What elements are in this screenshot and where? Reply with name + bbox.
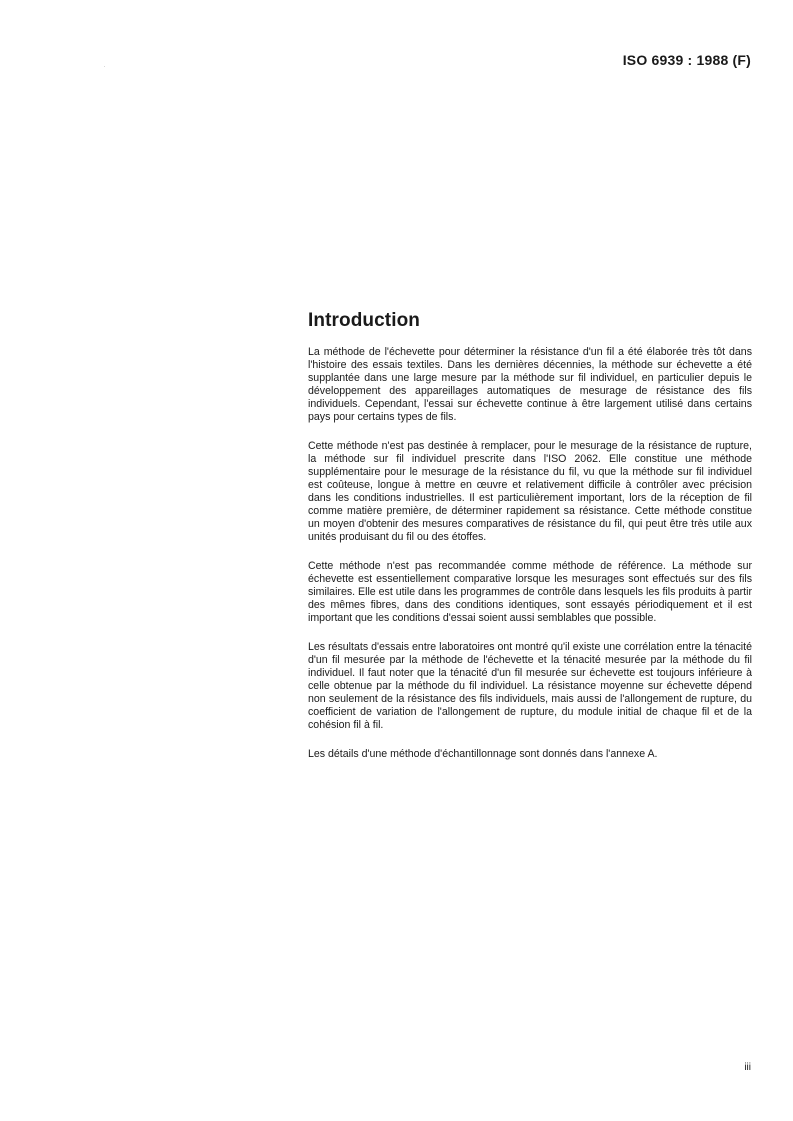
page-number: iii [744, 1062, 751, 1073]
paragraph-1: La méthode de l'échevette pour déterminer la résistance d'un fil a été élaborée très tôt dans l'histoire des essais textiles. Dans les dernières décennies, la méthode sur échevette a été supplantée dans une large mesure par la méthode sur fil individuel, en particulier depuis le développement des appareillages automatiques de mesurage de résistance des fils individuels. Cependant, l'essai sur échevette continue à être largement utilisé dans certains pays pour certains types de fils. [308, 346, 752, 423]
scan-mark [104, 66, 105, 67]
paragraph-5: Les détails d'une méthode d'échantillonnage sont donnés dans l'annexe A. [308, 748, 658, 760]
introduction-section [308, 310, 752, 777]
paragraph-3: Cette méthode n'est pas recommandée comme méthode de référence. La méthode sur échevette est essentiellement comparative lorsque les mesurages sont effectués sur des fils similaires. Elle est utile dans les programmes de contrôle dans lesquels les fils produits à partir des mêmes fibres, dans des conditions identiques, sont essayés périodiquement et il est important que les conditions d'essai soient aussi semblables que possible. [308, 560, 752, 624]
standard-reference: ISO 6939 : 1988 (F) [622, 52, 751, 68]
paragraph-4: Les résultats d'essais entre laboratoires ont montré qu'il existe une corrélation entre la ténacité d'un fil mesurée par la méthode de l'échevette et la ténacité mesurée par la méthode du fil individuel. Il faut noter que la ténacité d'un fil mesurée sur échevette est toujours inférieure à celle obtenue par la méthode du fil individuel. La résistance moyenne sur échevette dépend non seulement de la résistance des fils individuels, mais aussi de l'allongement de rupture, du coefficient de variation de l'allongement de rupture, du module initial de chaque fil et de la cohésion fil à fil. [308, 641, 752, 731]
paragraph-2: Cette méthode n'est pas destinée à remplacer, pour le mesurage de la résistance de rupture, la méthode sur fil individuel prescrite dans l'ISO 2062. Elle constitue une méthode supplémentaire pour le mesurage de la résistance du fil, vu que la méthode sur fil individuel est coûteuse, longue à mettre en œuvre et relativement difficile à contrôler avec précision dans les conditions industrielles. Il est particulièrement important, lors de la réception de fil comme matière première, de déterminer rapidement sa résistance. Cette méthode constitue un moyen d'obtenir des mesures comparatives de résistance du fil, qui peut être très utile aux unités produisant du fil ou des étoffes. [308, 440, 752, 543]
section-title: Introduction [308, 310, 421, 331]
